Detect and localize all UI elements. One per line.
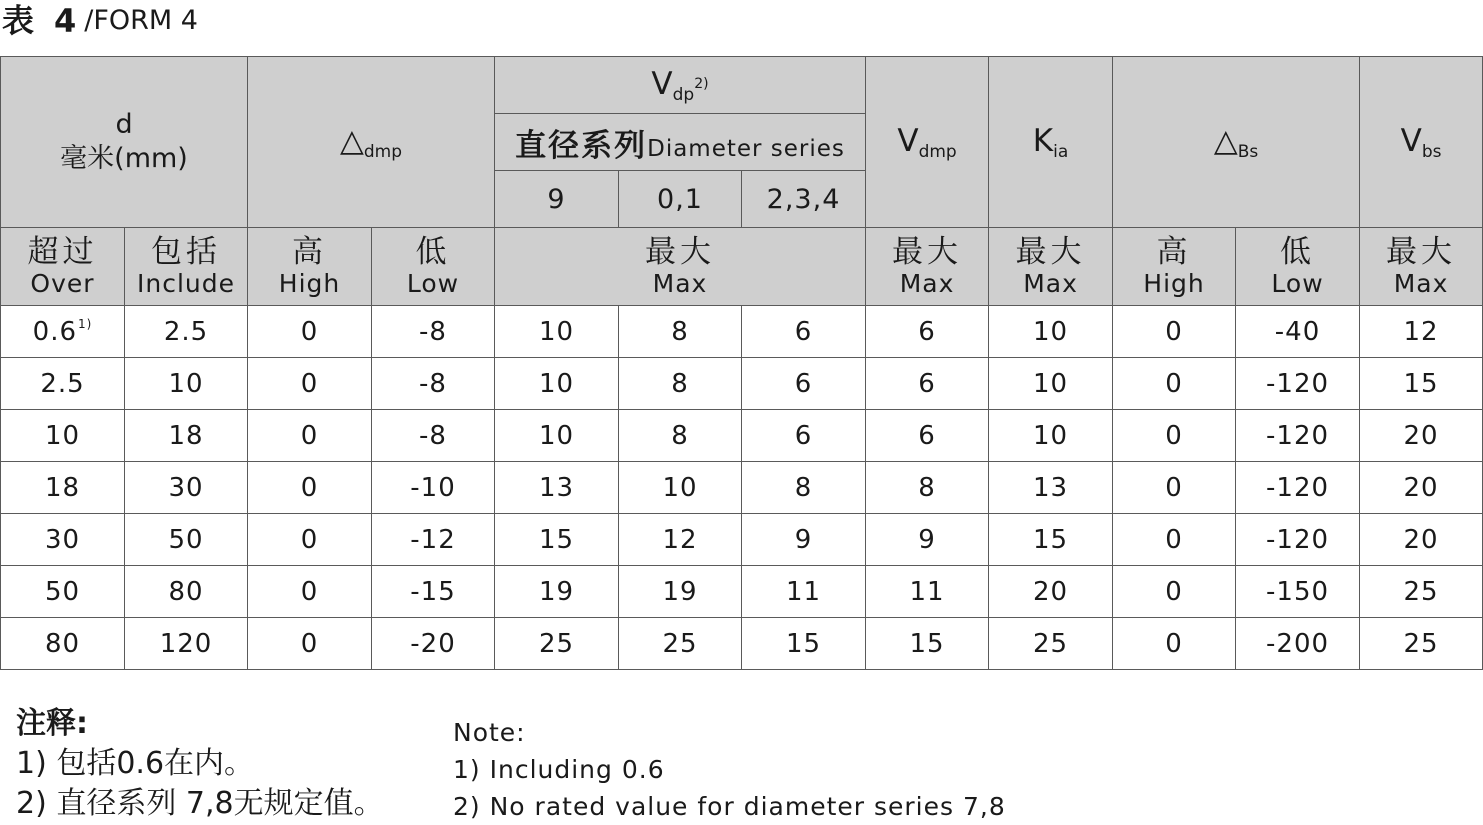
sub-kia-max [989,228,1113,306]
vbs-symbol: V [1400,122,1422,159]
sub-bs-high-cn: 高 [1156,233,1192,270]
notes-cn-item-2: 2) 直径系列 7,8无规定值。 [16,786,384,821]
cell-vdp-01: 25 [619,618,742,670]
cell-include: 18 [125,410,248,462]
cell-dmp-low: -12 [372,514,495,566]
notes-cn-item-1: 1) 包括0.6在内。 [16,746,255,781]
cell-vdp-234: 6 [742,410,866,462]
cell-vdmp: 11 [866,566,989,618]
cell-over: 2.5 [1,358,125,410]
cell-vbs: 15 [1360,358,1483,410]
tolerance-table [0,56,1483,670]
cell-vdp-9: 19 [495,566,619,618]
kia-symbol: K [1032,122,1054,159]
sub-over-cn: 超过 [27,233,98,270]
cell-vdp-9: 10 [495,358,619,410]
cell-include: 80 [125,566,248,618]
cell-kia: 10 [989,358,1113,410]
cell-vdp-234: 9 [742,514,866,566]
sub-vbs-max [1360,228,1483,306]
d-unit: 毫米(mm) [60,143,188,174]
cell-bs-high: 0 [1113,514,1236,566]
notes-en-item-2: 2) No rated value for diameter series 7,8 [453,792,1006,821]
table-row [1,566,1483,618]
table-title [2,0,198,44]
table-row [1,618,1483,670]
cell-over: 80 [1,618,125,670]
sub-bs-low-en: Low [1271,268,1324,298]
cell-dmp-high: 0 [248,566,372,618]
cell-dmp-high: 0 [248,410,372,462]
cell-vdp-01: 8 [619,410,742,462]
cell-vdp-01: 8 [619,306,742,358]
cell-include: 10 [125,358,248,410]
cell-dmp-high: 0 [248,358,372,410]
sub-bs-low [1236,228,1360,306]
cell-vdp-01: 19 [619,566,742,618]
cell-vdmp: 15 [866,618,989,670]
cell-vbs: 25 [1360,566,1483,618]
cell-vdp-234: 8 [742,462,866,514]
cell-dmp-low: -20 [372,618,495,670]
cell-dmp-low: -8 [372,306,495,358]
cell-dmp-low: -8 [372,410,495,462]
cell-vdmp: 9 [866,514,989,566]
vdp-note: 2) [694,75,709,92]
cell-vdp-01: 8 [619,358,742,410]
table-row [1,306,1483,358]
series-cn: 直径系列 [515,127,648,164]
subheader-row [1,228,1483,306]
cell-vdp-01: 12 [619,514,742,566]
vbs-sub: bs [1421,141,1442,162]
cell-dmp-high: 0 [248,514,372,566]
sub-over [1,228,125,306]
series-value-01: 0,1 [619,171,742,228]
table-row [1,410,1483,462]
header-row-1 [1,57,1483,114]
cell-kia: 25 [989,618,1113,670]
cell-kia: 10 [989,410,1113,462]
vdp-sub: dp [672,84,695,105]
sub-vbs-max-cn: 最大 [1386,233,1457,270]
sub-vbs-max-en: Max [1393,268,1449,298]
cell-vdp-234: 15 [742,618,866,670]
delta-bs-symbol: △ [1213,122,1238,159]
cell-vbs: 20 [1360,410,1483,462]
sub-vdp-max [495,228,866,306]
cell-vdp-9: 10 [495,410,619,462]
cell-vdp-9: 13 [495,462,619,514]
series-value-9: 9 [495,171,619,228]
header-vbs [1360,57,1483,228]
table-row [1,462,1483,514]
notes-en-item-1: 1) Including 0.6 [453,755,665,784]
sub-include-en: Include [137,268,236,298]
vdmp-sub: dmp [918,141,957,162]
cell-vdp-9: 25 [495,618,619,670]
cell-bs-high: 0 [1113,462,1236,514]
cell-over-value: 0.6 [32,316,78,347]
cell-bs-high: 0 [1113,566,1236,618]
sub-include-cn: 包括 [151,233,221,270]
table-row [1,358,1483,410]
cell-include: 120 [125,618,248,670]
delta-dmp-symbol: △ [340,122,364,159]
cell-bs-low: -120 [1236,462,1360,514]
header-d [1,57,248,228]
notes-chinese [16,704,384,824]
cell-over: 30 [1,514,125,566]
kia-sub: ia [1053,141,1069,162]
series-value-234: 2,3,4 [742,171,866,228]
sub-vdmp-max-en: Max [899,268,955,298]
cell-dmp-high: 0 [248,462,372,514]
cell-include: 2.5 [125,306,248,358]
sub-dmp-low [372,228,495,306]
sub-dmp-high-en: High [278,268,341,298]
cell-over-note: 1) [78,316,93,331]
cell-over: 18 [1,462,125,514]
cell-dmp-low: -15 [372,566,495,618]
cell-dmp-low: -10 [372,462,495,514]
cell-dmp-high: 0 [248,306,372,358]
header-diameter-series [495,114,866,171]
sub-kia-max-en: Max [1023,268,1078,298]
sub-over-en: Over [30,268,95,298]
cell-bs-high: 0 [1113,410,1236,462]
cell-vbs: 20 [1360,462,1483,514]
cell-bs-low: -120 [1236,514,1360,566]
cell-dmp-low: -8 [372,358,495,410]
cell-vbs: 20 [1360,514,1483,566]
cell-bs-low: -200 [1236,618,1360,670]
cell-vbs: 12 [1360,306,1483,358]
sub-vdmp-max [866,228,989,306]
cell-vdmp: 8 [866,462,989,514]
sub-vdmp-max-cn: 最大 [892,233,963,270]
cell-vdmp: 6 [866,410,989,462]
cell-bs-low: -120 [1236,410,1360,462]
cell-kia: 20 [989,566,1113,618]
cell-bs-high: 0 [1113,358,1236,410]
cell-bs-low: -40 [1236,306,1360,358]
notes-cn-heading: 注释: [16,706,88,741]
cell-include: 50 [125,514,248,566]
cell-vdp-234: 11 [742,566,866,618]
header-kia [989,57,1113,228]
sub-bs-high-en: High [1143,268,1205,298]
sub-vdp-max-cn: 最大 [645,233,716,270]
sub-bs-low-cn: 低 [1280,233,1316,270]
sub-dmp-low-en: Low [406,268,460,298]
header-delta-dmp [248,57,495,228]
sub-vdp-max-en: Max [652,268,708,298]
cell-kia: 10 [989,306,1113,358]
header-vdp [495,57,866,114]
cell-kia: 13 [989,462,1113,514]
cell-vdmp: 6 [866,306,989,358]
cell-kia: 15 [989,514,1113,566]
d-symbol: d [115,109,133,140]
cell-over [1,306,125,358]
cell-bs-low: -120 [1236,358,1360,410]
vdmp-symbol: V [897,122,919,159]
sub-include [125,228,248,306]
cell-bs-low: -150 [1236,566,1360,618]
notes-english [453,714,1006,825]
cell-over: 10 [1,410,125,462]
sub-dmp-low-cn: 低 [415,233,451,270]
cell-include: 30 [125,462,248,514]
cell-bs-high: 0 [1113,618,1236,670]
cell-vdp-234: 6 [742,306,866,358]
vdp-symbol: V [651,65,673,102]
sub-kia-max-cn: 最大 [1015,233,1086,270]
title-cn: 表 [2,1,35,40]
delta-dmp-sub: dmp [363,141,403,162]
cell-dmp-high: 0 [248,618,372,670]
cell-vdp-234: 6 [742,358,866,410]
cell-vdmp: 6 [866,358,989,410]
title-number: 4 [54,1,77,40]
cell-bs-high: 0 [1113,306,1236,358]
sub-dmp-high-cn: 高 [292,233,328,270]
cell-vdp-9: 10 [495,306,619,358]
sub-dmp-high [248,228,372,306]
table-row [1,514,1483,566]
cell-vbs: 25 [1360,618,1483,670]
sub-bs-high [1113,228,1236,306]
header-vdmp [866,57,989,228]
cell-vdp-9: 15 [495,514,619,566]
delta-bs-sub: Bs [1237,141,1259,162]
title-en: /FORM 4 [84,4,198,36]
cell-over: 50 [1,566,125,618]
series-en: Diameter series [647,135,845,162]
header-delta-bs [1113,57,1360,228]
notes-en-heading: Note: [453,718,526,747]
cell-vdp-01: 10 [619,462,742,514]
